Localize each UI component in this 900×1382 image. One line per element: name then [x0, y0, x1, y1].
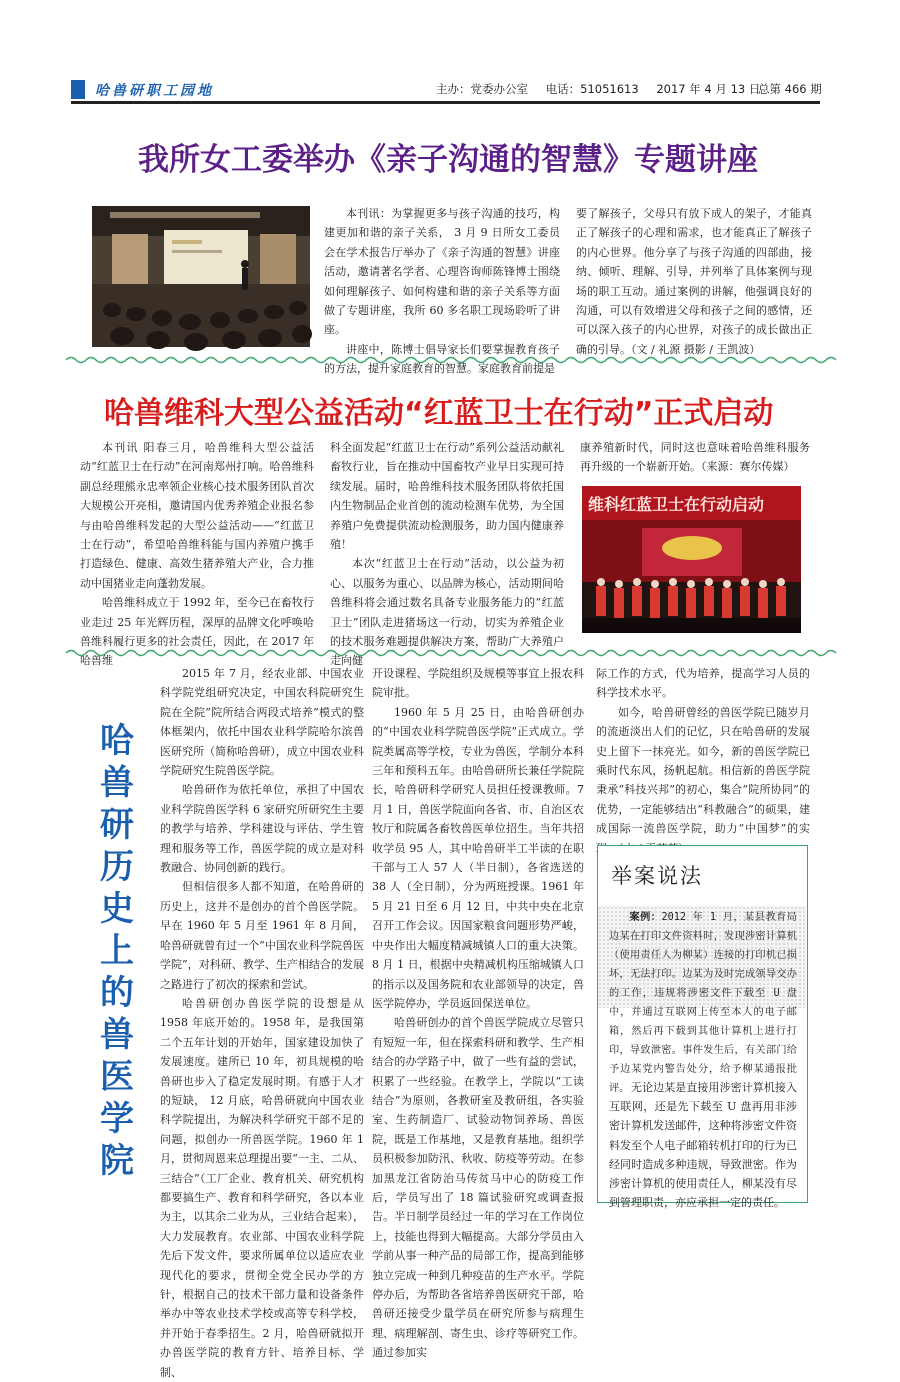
article3-paragraph: 哈兽研创办的首个兽医学院成立尽管只有短短一年，但在探索科研和教学、生产相结合的办学路子中，做了一些有益的尝试，积累了一些经验。在教学上，学院以“工读结合”为原则，各教研室及教研组，各实验室、生药制造厂、试验动物饲养场、兽医院，既是工作基地，又是教育基地。组织学员积极参加防汛、秋收、防疫等劳动。在参加黑龙江省防治马传贫马中心的防疫工作后，学员写出了 18 篇试验研究或调查报告。半日制学员经过一年的学习在工作岗位上，技能也得到大幅提高。大部分学员由入学前从事一种产品的局部工作，提高到能够独立完成一种到几种疫苗的生产水平。学院停办后，为帮助各省培养兽医研究干部，哈兽研还接受少量学员在研究所参与病理生理、病理解剖、寄生虫、诊疗等研究工作。通过参加实: [372, 1016, 584, 1360]
vertical-title-char: 兽: [100, 763, 134, 803]
vertical-title-char: 历: [100, 847, 134, 887]
article1-column-1: [324, 204, 560, 376]
vertical-title-char: 兽: [100, 1015, 134, 1055]
case-box-title: 举案说法: [611, 864, 703, 888]
article1-paragraph: 要了解孩子，父母只有放下成人的架子，才能真正了解孩子的心理和需求，也才能真正了解孩子的内心世界。他分享了与孩子沟通的四部曲，接纳、倾听、理解、引导，并列举了具体案例与现场的职工互动。通过案例的讲解，他强调良好的沟通，可以有效增进父母和孩子之间的感情，还可以深入孩子的内心世界，对孩子的成长做出正确的引导。（文 / 礼源 摄影 / 王凯波）: [576, 207, 812, 356]
article3-paragraph: 际工作的方式，代为培养，提高学习人员的科学技术水平。: [596, 667, 810, 700]
article3-column-2: [372, 664, 584, 1360]
article2-paragraph: 本刊讯 阳春三月，哈兽维科大型公益活动“红蓝卫士在行动”在河南郑州打响。哈兽维科副总经理熊永忠率领企业核心技术服务团队首次大规模公开亮相，邀请国内优秀养殖企业报名参与由哈兽维科发起的大型公益活动——“红蓝卫士在行动”，希望哈兽维科能与国内养殖户携手打造绿色、健康、高效生猪养殖大产业，合力推动中国猪业走向蓬勃发展。: [80, 441, 314, 590]
masthead-sponsor: 主办：党委办公室: [436, 82, 528, 96]
case-lead-label: 案例：: [629, 912, 662, 923]
launch-event-photo: [582, 486, 801, 633]
article3-paragraph: 但相信很多人都不知道，在哈兽研的历史上，这并不是创办的首个兽医学院。早在 1960 年 5 月至 1961 年 8 月间，哈兽研就曾有过一个“中国农业科学院兽医学院”，对科研、教学、生产相结合的发展之路进行了初次的探索和尝试。: [160, 880, 364, 991]
article3-column-3: [596, 664, 810, 836]
masthead-date: 2017 年 4 月 13 日: [656, 82, 761, 96]
article3-vertical-title: [92, 720, 142, 1182]
article2-paragraph: 科全面发起“红蓝卫士在行动”系列公益活动献礼畜牧行业，旨在推动中国畜牧产业早日实现可持续发展。届时，哈兽维科技术服务团队将依托国内生物制品企业首创的流动检测车优势，为全国养殖户免费提供流动检测服务，助力国内健康养殖！: [330, 441, 564, 552]
vertical-title-char: 哈: [100, 721, 134, 761]
article3-paragraph: 开设课程、学院组织及规模等事宜上报农科院审批。: [372, 667, 584, 700]
banner-text: 维科红蓝卫士在行动启动: [588, 495, 765, 514]
article2-paragraph: 本次“红蓝卫士在行动”活动，以公益为初心、以服务为重心、以品牌为核心，活动期间哈兽维科将会通过数名具备专业服务能力的“红蓝卫士”团队走进猪场这一行动，切实为养殖企业的技术服务难题提供解决方案，帮助广大养殖户走向健: [330, 557, 564, 668]
article1-paragraph: 讲座中，陈博士倡导家长们要掌握教育孩子的方法，提升家庭教育的智慧。家庭教育前提是: [324, 342, 560, 376]
article3-column-1: [160, 664, 364, 1379]
masthead-issue: 总第 466 期: [758, 82, 822, 96]
article3-paragraph: 1960 年 5 月 25 日，由哈兽研创办的“中国农业科学院兽医学院”正式成立。学院类属高等学校，专业为兽医，学制分本科三年和预科五年。由哈兽研所长兼任学院院长，哈兽研科学研究人员担任授课教师。7 月 1 日，兽医学院面向各省、市、自治区农牧厅和院属各畜牧兽医单位招生。当年共招收学员 95 人，其中哈兽研半工半读的在职干部与工人 57 人（半日制），各省选送的 38 人（全日制），分为两班授课。1961 年 5 月 21 日至 6 月 12 日，中共中央在北京召开工作会议。因国家粮食问题形势严峻，中央作出大幅度精减城镇人口的重大决策。8 月 1 日，根据中央精减机构压缩城镇人口的指示以及国务院和农业部领导的决定，兽医学院停办，学员返回保送单位。: [372, 705, 584, 1010]
article2-column-3: [580, 438, 810, 480]
vertical-title-char: 的: [100, 973, 134, 1013]
article2-headline: 哈兽维科大型公益活动“红蓝卫士在行动”正式启动: [104, 396, 774, 431]
masthead-rule: [71, 101, 820, 104]
article1-headline: 我所女工委举办《亲子沟通的智慧》专题讲座: [138, 142, 758, 178]
article3-paragraph: 2015 年 7 月，经农业部、中国农业科学院党组研究决定，中国农科院研究生院在全院“院所结合两段式培养”模式的整体框架内，依托中国农业科学院哈尔滨兽医研究所（简称哈兽研），成立中国农业科学院研究生院兽医学院。: [160, 667, 364, 778]
masthead-phone: 电话：51051613: [545, 82, 639, 96]
case-box-analysis: [609, 1078, 797, 1212]
article2-paragraph: 康养殖新时代，同时这也意味着哈兽维科服务再升级的一个崭新开始。（来源：赛尔传媒）: [580, 441, 810, 474]
vertical-title-char: 上: [100, 931, 134, 971]
vertical-title-char: 史: [100, 889, 134, 929]
vertical-title-char: 学: [100, 1099, 134, 1139]
article2-paragraph: 哈兽维科成立于 1992 年，至今已在畜牧行业走过 25 年光辉历程，深厚的品牌文化呼唤哈兽维科履行更多的社会责任，因此，在 2017 年哈兽维: [80, 596, 314, 668]
case-description: 2012 年 1 月，某县教育局边某在打印文件资料时，发现涉密计算机（使用责任人为柳某）连接的打印机已损坏，无法打印。边某为及时完成领导交办的工作，违规将涉密文件下载至 U 盘中，并通过互联网上传至本人的电子邮箱，然后再下载到其他计算机上进行打印，导致泄密。事件发生后，有关部门给予边某党内警告处分，给予柳某通报批评。: [609, 912, 797, 1094]
article2-column-1: [80, 438, 314, 668]
article3-paragraph: 如今，哈兽研曾经的兽医学院已随岁月的流逝淡出人们的记忆，只在哈兽研的发展史上留下一抹亮光。如今，新的兽医学院已乘时代东风，扬帆起航。相信新的兽医学院秉承“科技兴邦”的初心，集合“院所协同”的优势，一定能够结出“科教融合”的硕果，建成国际一流兽医学院，助力“中国梦”的实: [596, 705, 810, 836]
lecture-photo: [92, 206, 310, 347]
article3-paragraph: 哈兽研创办兽医学院的设想是从 1958 年底开始的。1958 年，是我国第二个五年计划的开始年，国家建设加快了发展速度。建所已 10 年，初具规模的哈兽研也步入了稳定发展时期。有感于人才的短缺， 12 月底，哈兽研就向中国农业科学院提出，为解决科学研究干部不足的问题，拟创办一所兽医学院。1960 年 1 月，贯彻周恩来总理提出要“一主、二从、三结合”（工厂企业、教育机关、研究机构都要搞生产、教育和科学研究，各以本业为主，以其余二业为从，三业结合起来），大力发展教育。农业部、中国农业科学院先后下发文件，要求所属单位以适应农业现代化的要求，贯彻全党全民办学的方针，根据自己的技术干部力量和设备条件举办中等农业技术学校或高等专科学校，并开始于春季招生。2 月，哈兽研就拟开办兽医学院的教育方针、培养目标、学制、: [160, 996, 364, 1379]
vertical-title-char: 医: [100, 1057, 134, 1097]
case-box: [597, 845, 808, 1210]
masthead-color-block: [71, 80, 85, 99]
case-box-case-text: [609, 908, 797, 1098]
wave-divider: [66, 355, 836, 365]
article3-paragraph: 哈兽研作为依托单位，承担了中国农业科学院兽医学科 6 家研究所研究生主要的教学与培养、学科建设与评估、学生管理和服务等工作，兽医学院的成立是对科教融合、协同创新的践行。: [160, 783, 364, 875]
article2-column-2: [330, 438, 564, 668]
article1-column-2: [576, 204, 812, 356]
masthead-info: [436, 81, 774, 97]
newspaper-name: 哈兽研职工园地: [95, 83, 214, 99]
case-analysis-paragraph: 无论边某是直接用涉密计算机接入互联网，还是先下载至 U 盘再用非涉密计算机发送邮件，这种将涉密文件资料发至个人电子邮箱转机打印的行为已经同时造成多种违规，导致泄密。作为涉密计算机的使用责任人，柳某没有尽到管理职责，亦应承担一定的责任。: [609, 1081, 797, 1210]
wave-divider: [66, 648, 836, 658]
vertical-title-char: 研: [100, 805, 134, 845]
article1-paragraph: 本刊讯：为掌握更多与孩子沟通的技巧，构建更加和谐的亲子关系， 3 月 9 日所女工委员会在学术报告厅举办了《亲子沟通的智慧》讲座活动，邀请著名学者、心理咨询师陈锋博士围绕如何理解孩子、如何构建和谐的亲子关系等方面做了专题讲座，我所 60 多名职工现场聆听了讲座。: [324, 207, 560, 337]
vertical-title-char: 院: [100, 1141, 134, 1181]
